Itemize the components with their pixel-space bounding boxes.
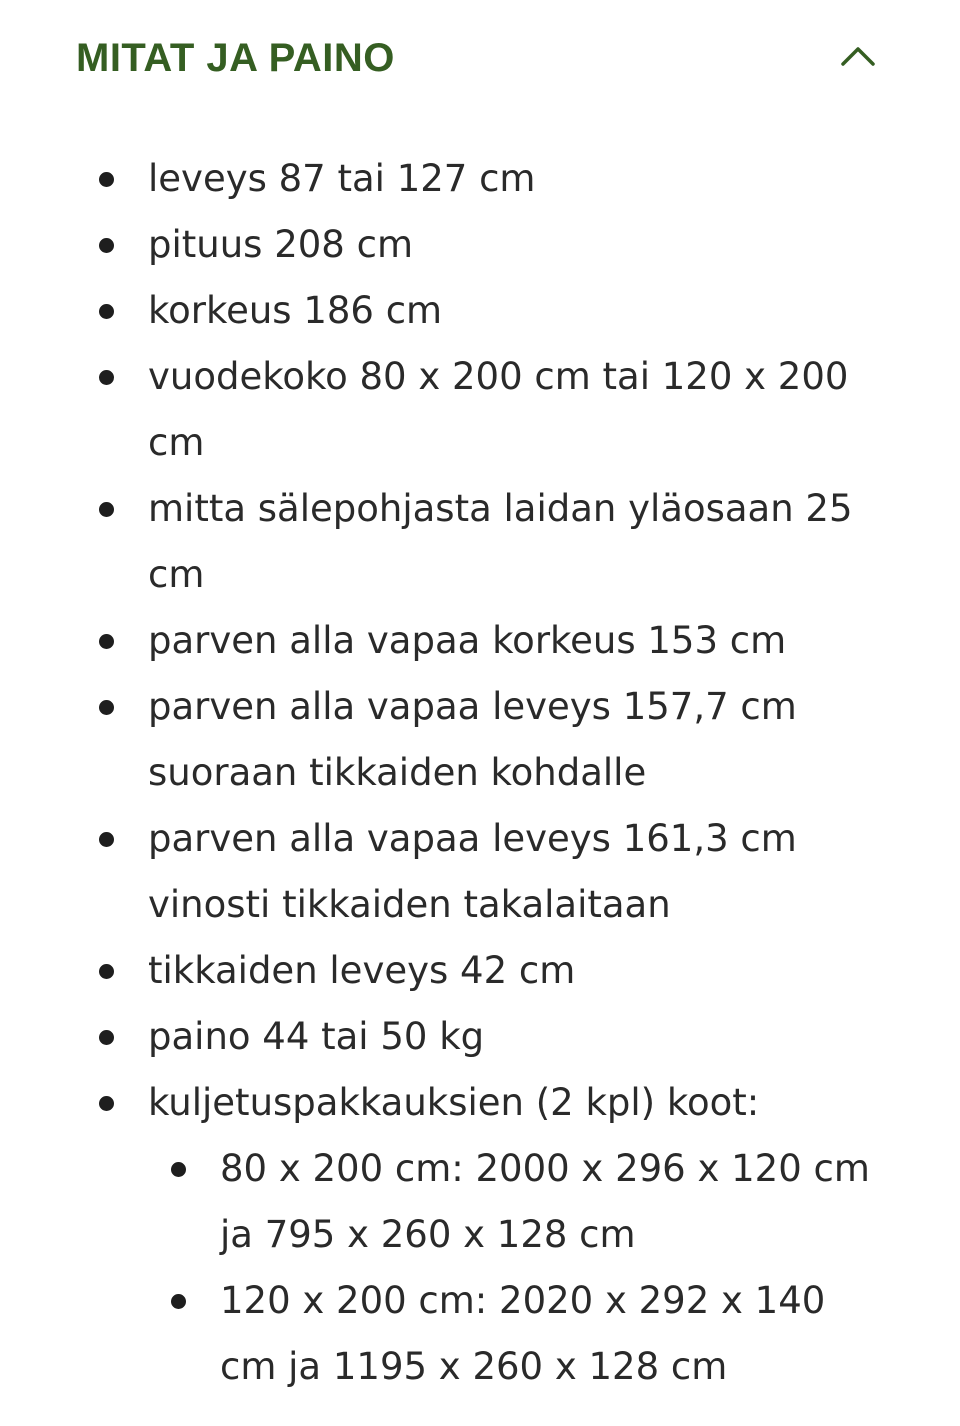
- list-item: [148, 938, 878, 1004]
- list-item: [148, 674, 878, 806]
- spec-text: tikkaiden leveys 42 cm: [148, 949, 576, 992]
- chevron-up-icon[interactable]: [840, 44, 876, 68]
- specs-list: [0, 146, 878, 1400]
- accordion-content: [0, 146, 960, 1400]
- list-item: [148, 212, 878, 278]
- accordion-title: MITAT JA PAINO: [76, 36, 395, 80]
- list-item: [148, 1004, 878, 1070]
- list-item: [148, 278, 878, 344]
- list-item: [148, 476, 878, 608]
- list-item: [148, 344, 878, 476]
- list-item: [148, 806, 878, 938]
- spec-text: leveys 87 tai 127 cm: [148, 157, 536, 200]
- spec-text: vuodekoko 80 x 200 cm tai 120 x 200 cm: [148, 355, 849, 464]
- accordion-header-mitat-ja-paino[interactable]: [76, 28, 880, 88]
- spec-text: mitta sälepohjasta laidan yläosaan 25 cm: [148, 487, 853, 596]
- list-item: [220, 1136, 878, 1268]
- spec-text: parven alla vapaa leveys 161,3 cm vinosti tikkaiden takalaitaan: [148, 817, 797, 926]
- spec-text: kuljetuspakkauksien (2 kpl) koot:: [148, 1081, 760, 1124]
- list-item: [148, 1070, 878, 1400]
- package-text: 80 x 200 cm: 2000 x 296 x 120 cm ja 795 x 260 x 128 cm: [220, 1147, 870, 1256]
- spec-text: paino 44 tai 50 kg: [148, 1015, 485, 1058]
- list-item: [148, 146, 878, 212]
- list-item: [148, 608, 878, 674]
- list-item: [220, 1268, 878, 1400]
- package-text: 120 x 200 cm: 2020 x 292 x 140 cm ja 1195 x 260 x 128 cm: [220, 1279, 826, 1388]
- spec-text: parven alla vapaa korkeus 153 cm: [148, 619, 787, 662]
- spec-text: pituus 208 cm: [148, 223, 413, 266]
- spec-text: korkeus 186 cm: [148, 289, 443, 332]
- packages-list: [148, 1136, 878, 1400]
- spec-text: parven alla vapaa leveys 157,7 cm suoraan tikkaiden kohdalle: [148, 685, 797, 794]
